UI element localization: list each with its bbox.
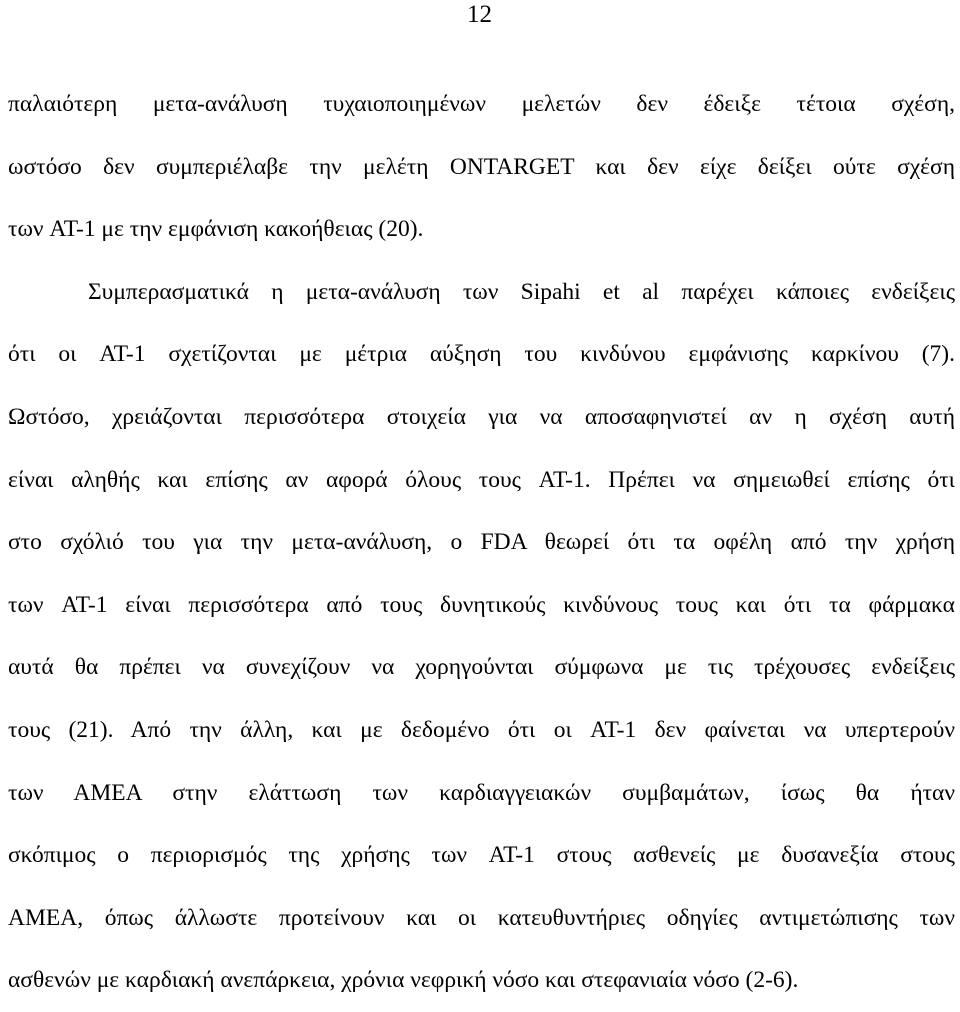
text-line: στο σχόλιό του για την μετα-ανάλυση, ο FDA θεωρεί ότι τα οφέλη από την χρήση [8, 529, 955, 556]
text-line: είναι αληθής και επίσης αν αφορά όλους τους AT-1. Πρέπει να σημειωθεί επίσης ότι [8, 466, 955, 493]
paragraph-1 [8, 73, 955, 261]
text-line: παλαιότερη μετα-ανάλυση τυχαιοποιημένων μελετών δεν έδειξε τέτοια σχέση, [8, 91, 955, 117]
text-line: αυτά θα πρέπει να συνεχίζουν να χορηγούνται σύμφωνα με τις τρέχουσες ενδείξεις [8, 654, 955, 681]
page-number: 12 [467, 1, 492, 28]
text-line: ωστόσο δεν συμπεριέλαβε την μελέτη ONTARGET και δεν είχε δείξει ούτε σχέση [8, 153, 955, 180]
text-line: Ωστόσο, χρειάζονται περισσότερα στοιχεία για να αποσαφηνιστεί αν η σχέση αυτή [8, 403, 955, 430]
text-line: των AT-1 με την εμφάνιση κακοήθειας (20). [8, 216, 424, 243]
text-line: των ΑΜΕΑ στην ελάττωση των καρδιαγγειακών συμβαμάτων, ίσως θα ήταν [8, 779, 955, 806]
text-line: ασθενών με καρδιακή ανεπάρκεια, χρόνια νεφρική νόσο και στεφανιαία νόσο (2-6). [8, 967, 799, 994]
paragraph-2 [8, 261, 955, 1012]
text-line: σκόπιμος ο περιορισμός της χρήσης των AT-1 στους ασθενείς με δυσανεξία στους [8, 842, 955, 869]
text-line: ΑΜΕΑ, όπως άλλωστε προτείνουν και οι κατευθυντήριες οδηγίες αντιμετώπισης των [8, 904, 955, 931]
body-text [8, 73, 955, 1012]
text-line: ότι οι AT-1 σχετίζονται με μέτρια αύξηση του κινδύνου εμφάνισης καρκίνου (7). [8, 341, 955, 368]
text-line: τους (21). Από την άλλη, και με δεδομένο ότι οι AT-1 δεν φαίνεται να υπερτερούν [8, 716, 955, 743]
text-line: Συμπερασματικά η μετα-ανάλυση των Sipahi et al παρέχει κάποιες ενδείξεις [88, 278, 955, 305]
text-line: των AT-1 είναι περισσότερα από τους δυνητικούς κινδύνους τους και ότι τα φάρμακα [8, 591, 955, 618]
